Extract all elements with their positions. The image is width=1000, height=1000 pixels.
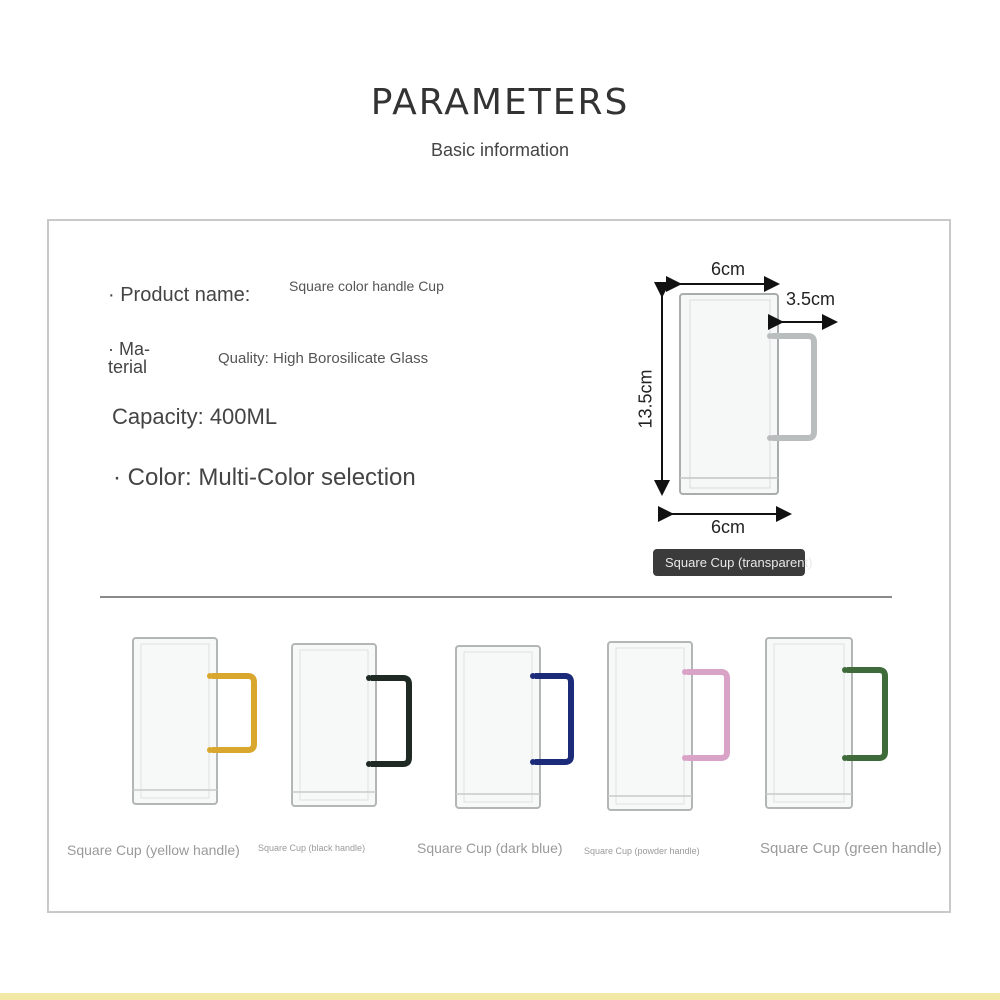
main-cup-body [680, 294, 778, 494]
handle-depth-label: 3.5cm [786, 289, 836, 309]
cup-label-black: Square Cup (black handle) [258, 843, 366, 853]
cup-body [608, 642, 692, 810]
material-label: · Ma- terial [108, 339, 150, 377]
cup-body [133, 638, 217, 804]
cup-body [456, 646, 540, 808]
cup-dark-blue [456, 646, 571, 808]
cup-handle [212, 676, 254, 750]
page-subtitle: Basic information [430, 140, 570, 160]
product-name-label: · Product name: [108, 284, 251, 306]
cup-powder [608, 642, 727, 810]
cup-green [766, 638, 885, 808]
height-label: 13.5cm [635, 369, 656, 429]
cup-black [292, 644, 409, 806]
color-text: · Color: Multi-Color selection [113, 464, 416, 491]
product-name-value: Square color handle Cup [289, 278, 444, 294]
main-cup-diagram [640, 280, 860, 540]
capacity-text: Capacity: 400ML [112, 404, 278, 429]
cup-label-green: Square Cup (green handle) [760, 840, 942, 857]
cup-body [766, 638, 852, 808]
cups-row [0, 620, 1000, 820]
bottom-width-label: 6cm [711, 517, 746, 537]
section-divider [100, 596, 892, 598]
bottom-accent-bar [0, 993, 1000, 1000]
cup-label-yellow: Square Cup (yellow handle) [67, 842, 240, 858]
cup-body [292, 644, 376, 806]
material-value: Quality: High Borosilicate Glass [218, 350, 429, 367]
page-title: PARAMETERS [370, 82, 630, 123]
cup-label-powder: Square Cup (powder handle) [584, 846, 700, 856]
main-caption-text: Square Cup (transparent) [665, 555, 813, 570]
top-width-label: 6cm [711, 259, 746, 279]
cup-label-dark-blue: Square Cup (dark blue) [417, 840, 563, 856]
cup-yellow [133, 638, 254, 804]
